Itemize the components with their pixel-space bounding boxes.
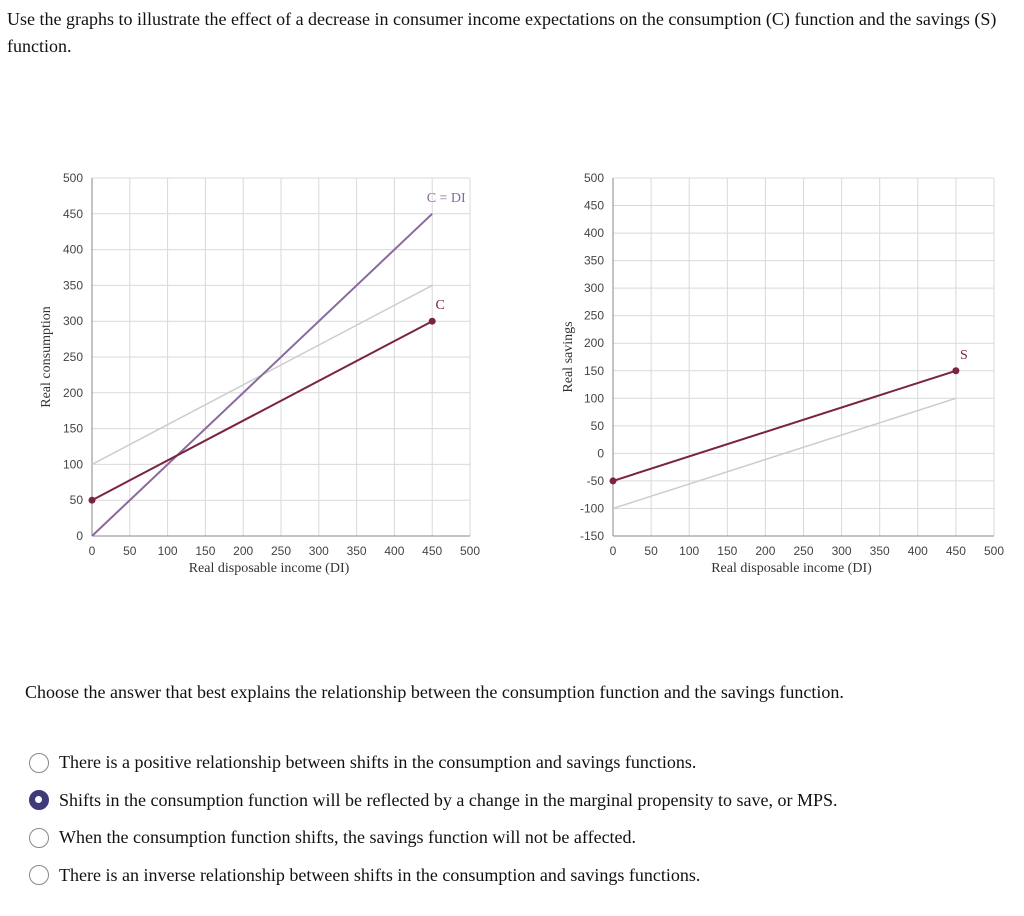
y-tick-label: -150: [579, 529, 604, 543]
data-point: [952, 367, 959, 374]
answer-options: [29, 744, 838, 894]
answer-option[interactable]: [29, 782, 838, 820]
x-tick-label: 450: [945, 544, 966, 558]
x-tick-label: 500: [983, 544, 1005, 558]
y-tick-label: 0: [76, 529, 83, 543]
answer-prompt: Choose the answer that best explains the relationship between the consumption function and the savings function.: [25, 682, 844, 702]
y-tick-label: 400: [583, 226, 604, 241]
x-tick-label: 400: [907, 544, 928, 558]
answer-option-label: When the consumption function shifts, the savings function will not be affected.: [59, 827, 637, 848]
y-tick-label: 500: [62, 171, 83, 185]
x-tick-label: 100: [679, 544, 700, 558]
x-tick-label: 250: [793, 544, 814, 558]
y-tick-label: 50: [590, 418, 604, 433]
y-tick-label: 200: [62, 385, 83, 400]
radio-button[interactable]: [29, 865, 49, 885]
y-tick-label: 400: [62, 242, 83, 257]
y-tick-label: 0: [597, 446, 604, 461]
x-tick-label: 350: [346, 544, 367, 558]
answer-option[interactable]: [29, 744, 838, 782]
x-tick-label: 150: [717, 544, 738, 558]
answer-option-label: Shifts in the consumption function will be reflected by a change in the marginal propensity to save, or MPS.: [59, 789, 838, 810]
y-tick-label: -50: [586, 473, 604, 488]
x-tick-label: 450: [422, 544, 443, 558]
x-tick-label: 200: [233, 544, 254, 558]
question-text: Use the graphs to illustrate the effect of a decrease in consumer income expectations on the consumption (C) function and the savings (S) function.: [7, 9, 997, 56]
y-tick-label: 200: [583, 336, 604, 351]
x-axis-label: Real disposable income (DI): [711, 561, 872, 576]
x-tick-label: 50: [644, 544, 658, 558]
answer-option-label: There is a positive relationship between shifts in the consumption and savings functions.: [59, 752, 697, 773]
curve-label: S: [960, 347, 968, 363]
y-tick-label: 150: [62, 421, 83, 436]
x-axis-label: Real disposable income (DI): [188, 561, 350, 576]
y-tick-label: 100: [583, 391, 604, 406]
y-tick-label: 250: [62, 350, 83, 364]
y-tick-label: 350: [62, 278, 83, 293]
radio-button[interactable]: [29, 828, 49, 848]
x-tick-label: 300: [308, 544, 329, 558]
x-tick-label: 50: [123, 544, 137, 558]
y-tick-label: 450: [583, 198, 604, 213]
y-tick-label: 50: [69, 493, 83, 508]
answer-option[interactable]: [29, 819, 838, 857]
x-tick-label: 0: [88, 544, 96, 558]
y-axis-label: Real consumption: [39, 306, 54, 408]
y-tick-label: 300: [583, 281, 604, 296]
data-point: [610, 477, 617, 484]
answer-option-label: There is an inverse relationship between shifts in the consumption and savings functions.: [59, 864, 701, 885]
y-tick-label: 150: [583, 363, 604, 378]
x-tick-label: 400: [384, 544, 405, 558]
curve-label: C: [435, 298, 445, 314]
y-axis-label: Real savings: [561, 321, 576, 393]
y-tick-label: 350: [583, 253, 604, 268]
curve-label: C = DI: [426, 190, 466, 206]
x-tick-label: 0: [609, 544, 617, 558]
x-tick-label: 200: [755, 544, 776, 558]
answer-option[interactable]: [29, 857, 838, 895]
y-tick-label: 450: [62, 206, 83, 221]
y-tick-label: 100: [62, 457, 83, 472]
x-tick-label: 500: [459, 544, 481, 558]
y-tick-label: -100: [579, 501, 604, 516]
y-tick-label: 500: [583, 171, 604, 185]
radio-button[interactable]: [29, 790, 49, 810]
x-tick-label: 100: [157, 544, 178, 558]
y-tick-label: 250: [583, 308, 604, 323]
x-tick-label: 300: [831, 544, 852, 558]
x-tick-label: 150: [195, 544, 216, 558]
x-tick-label: 350: [869, 544, 890, 558]
x-tick-label: 250: [270, 544, 292, 558]
radio-button[interactable]: [29, 753, 49, 773]
y-tick-label: 300: [62, 314, 83, 329]
